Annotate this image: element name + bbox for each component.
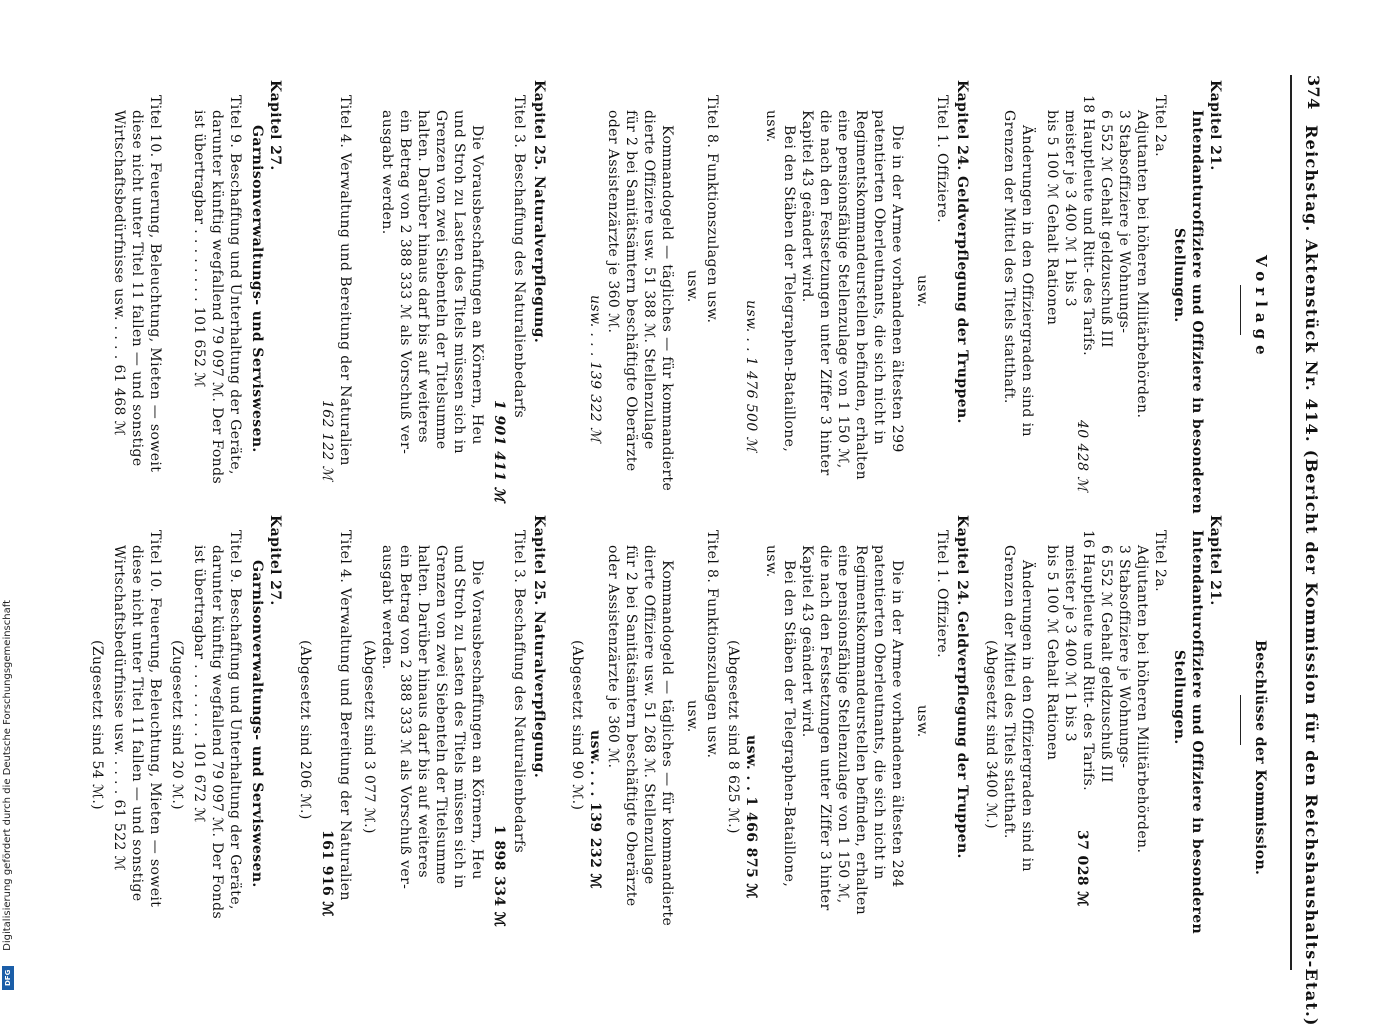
left-titel-8: Titel 8. Funktionszulagen usw. <box>704 95 720 324</box>
right-titel-8: Titel 8. Funktionszulagen usw. <box>704 530 720 759</box>
left-para-7: Bei den Stäben der Telegraphen-Bataillone, <box>781 125 797 453</box>
right-titel-8-usw: usw. <box>684 700 700 733</box>
left-aenderungen: Änderungen in den Offiziergraden sind in <box>1019 125 1035 437</box>
right-titel-9: Titel 9. Beschaffung und Unterhaltung der Geräte, <box>227 530 243 910</box>
left-titel-10: Titel 10. Feuerung, Beleuchtung, Mieten — soweit <box>147 95 163 473</box>
left-titel-8-usw: usw. <box>684 270 700 303</box>
header-rule <box>1290 75 1292 970</box>
right-kommandogeld-1: Kommandogeld — tägliches — für kommandierte <box>659 560 675 927</box>
right-vorausbeschaffung-6: ausgabt werden. <box>379 545 395 670</box>
right-titel-2a: Titel 2a. <box>1152 530 1168 592</box>
left-para-5: die nach den Festsetzungen unter Ziffer 3 hinter <box>817 110 833 476</box>
right-abgesetzt-titel-8: (Abgesetzt sind 90 ℳ.) <box>569 640 585 811</box>
left-k21-subtitle: Intendanturoffiziere und Offiziere in besonderen <box>1189 110 1205 515</box>
left-titel-9: Titel 9. Beschaffung und Unterhaltung der Geräte, <box>227 95 243 475</box>
right-vorausbeschaffung-2: und Stroh zu Lasten des Titels müssen sich in <box>451 545 467 889</box>
left-para-2: patentierten Oberleutnants, die sich nicht in <box>871 110 887 445</box>
left-sum-titel-2a: 40 428 ℳ <box>1074 420 1090 492</box>
right-hauptleute-3: bis 5 100 ℳ Gehalt Rationen <box>1044 545 1060 761</box>
left-kommandogeld-4: oder Assistenzärzte je 360 ℳ. <box>605 110 621 334</box>
left-titel-1-usw: usw. <box>914 275 930 308</box>
left-vorausbeschaffung-4: halten. Darüber hinaus darf bis auf weiteres <box>415 110 431 443</box>
heading-divider-right <box>1240 695 1241 745</box>
right-para-7: Bei den Stäben der Telegraphen-Bataillone, <box>781 560 797 888</box>
right-k27-subtitle: Garnisonverwaltungs- und Serviswesen. <box>249 560 265 888</box>
dfg-logo: DFG <box>2 966 14 990</box>
right-vorausbeschaffung-3: Grenzen von zwei Siebenteln der Titelsumme <box>433 545 449 885</box>
digitization-credit: Digitalisierung gefördert durch die Deutsche Forschungsgemeinschaft <box>2 600 13 951</box>
left-kommandogeld-2: dierte Offiziere usw. 51 388 ℳ. Stellenzulage <box>641 110 657 450</box>
right-kapitel-24: Kapitel 24. Geldverpflegung der Truppen. <box>954 515 970 859</box>
right-k21-subtitle: Intendanturoffiziere und Offiziere in besonderen <box>1189 530 1205 935</box>
heading-divider-left <box>1240 285 1241 335</box>
right-para-1: Die in der Armee vorhandenen ältesten 284 <box>889 560 905 888</box>
right-kapitel-27: Kapitel 27. <box>267 515 283 606</box>
right-sum-titel-3: 1 898 334 ℳ <box>491 825 507 928</box>
right-aenderungen-2: Grenzen der Mittel des Titels statthaft. <box>1001 545 1017 839</box>
right-zugesetzt-titel-10: (Zugesetzt sind 54 ℳ.) <box>89 640 105 811</box>
right-vorausbeschaffung-4: halten. Darüber hinaus darf bis auf weiteres <box>415 545 431 878</box>
right-sum-titel-4: 161 916 ℳ <box>319 830 335 917</box>
right-titel-1: Titel 1. Offiziere. <box>934 530 950 658</box>
right-titel-10-b: diese nicht unter Titel 11 fallen — und sonstige <box>129 545 145 902</box>
left-titel-9-c: ist übertragbar . . . . . . . . 101 652 ℳ <box>191 110 207 388</box>
left-para-6: Kapitel 43 geändert wird. <box>799 110 815 303</box>
right-para-8: usw. <box>763 545 779 578</box>
right-aenderungen: Änderungen in den Offiziergraden sind in <box>1019 560 1035 872</box>
left-sum-titel-4: 162 122 ℳ <box>319 400 335 481</box>
left-titel-9-b: darunter künftig wegfallend 79 097 ℳ. Der Fonds <box>209 110 225 485</box>
page-title: Reichstag. Aktenstück Nr. 414. (Bericht der Kommission für den Reichshaushalts-Etat.) <box>1302 125 1321 1027</box>
right-abgesetzt-titel-1: (Abgesetzt sind 8 625 ℳ.) <box>725 640 741 834</box>
right-titel-9-b: darunter künftig wegfallend 79 097 ℳ. Der Fonds <box>209 545 225 920</box>
right-titel-10-c: Wirtschaftsbedürfnisse usw. . . . . 61 522 ℳ <box>111 545 127 872</box>
right-para-2: patentierten Oberleutnants, die sich nicht in <box>871 545 887 880</box>
left-titel-2a: Titel 2a. <box>1152 95 1168 157</box>
left-para-1: Die in der Armee vorhandenen ältesten 299 <box>889 125 905 453</box>
right-kapitel-21: Kapitel 21. <box>1207 515 1223 606</box>
right-vorausbeschaffung-5: ein Betrag von 2 388 333 ℳ als Vorschuß ver- <box>397 545 413 890</box>
left-sum-titel-1: usw. . . 1 476 500 ℳ <box>743 300 759 452</box>
right-abgesetzt-titel-4: (Abgesetzt sind 206 ℳ.) <box>297 640 313 820</box>
left-hauptleute-2: meister je 3 400 ℳ 1 bis 3 <box>1062 110 1078 308</box>
right-kapitel-25: Kapitel 25. Naturalverpflegung. <box>531 515 547 779</box>
left-titel-10-c: Wirtschaftsbedürfnisse usw. . . . . 61 468 ℳ <box>111 110 127 437</box>
left-titel-3: Titel 3. Beschaffung des Naturalienbedarfs <box>511 95 527 419</box>
left-para-3: Regimentskommandeurstellen befinden, erhalten <box>853 110 869 481</box>
right-titel-1-usw: usw. <box>914 705 930 738</box>
left-stabsoffiziere: 3 Stabsoffiziere je Wohnungs- <box>1116 110 1132 334</box>
right-para-6: Kapitel 43 geändert wird. <box>799 545 815 738</box>
right-titel-4: Titel 4. Verwaltung und Bereitung der Naturalien <box>337 530 353 901</box>
left-para-8: usw. <box>763 110 779 143</box>
right-stabsoffiziere: 3 Stabsoffiziere je Wohnungs- <box>1116 545 1132 769</box>
left-stabsoffiziere-2: 6 552 ℳ Gehalt geldzuschuß III <box>1098 110 1114 348</box>
right-para-3: Regimentskommandeurstellen befinden, erhalten <box>853 545 869 916</box>
right-hauptleute: 16 Hauptleute und Ritt- des Tarifs. <box>1080 530 1096 791</box>
right-abgesetzt-titel-3: (Abgesetzt sind 3 077 ℳ.) <box>361 640 377 834</box>
left-titel-4: Titel 4. Verwaltung und Bereitung der Naturalien <box>337 95 353 466</box>
right-titel-3: Titel 3. Beschaffung des Naturalienbedarfs <box>511 530 527 854</box>
right-kommandogeld-3: für 2 bei Sanitätsämtern beschäftigte Oberärzte <box>623 545 639 907</box>
right-sum-titel-1: usw. . . 1 466 875 ℳ <box>743 735 759 899</box>
left-aenderungen-2: Grenzen der Mittel des Titels statthaft. <box>1001 110 1017 404</box>
right-stabsoffiziere-2: 6 552 ℳ Gehalt geldzuschuß III <box>1098 545 1114 783</box>
left-kommandogeld-1: Kommandogeld — tägliches — für kommandierte <box>659 125 675 492</box>
right-sum-titel-2a: 37 028 ℳ <box>1074 830 1090 907</box>
right-para-5: die nach den Festsetzungen unter Ziffer 3 hinter <box>817 545 833 911</box>
right-para-4: eine pensionsfähige Stellenzulage von 1 150 ℳ, <box>835 545 851 904</box>
left-titel-1: Titel 1. Offiziere. <box>934 95 950 223</box>
left-hauptleute-3: bis 5 100 ℳ Gehalt Rationen <box>1044 110 1060 326</box>
right-kommandogeld-2: dierte Offiziere usw. 51 268 ℳ. Stellenzulage <box>641 545 657 885</box>
left-vorausbeschaffung-2: und Stroh zu Lasten des Titels müssen sich in <box>451 110 467 454</box>
right-abgesetzt-2a: (Abgesetzt sind 3400 ℳ.) <box>983 640 999 829</box>
left-column-heading: Vorlage <box>1252 255 1270 361</box>
left-kapitel-21: Kapitel 21. <box>1207 80 1223 171</box>
right-hauptleute-2: meister je 3 400 ℳ 1 bis 3 <box>1062 545 1078 743</box>
right-k21-subtitle-2: Stellungen. <box>1171 650 1187 745</box>
left-kommandogeld-3: für 2 bei Sanitätsämtern beschäftigte Oberärzte <box>623 110 639 472</box>
page-number: 374 <box>1304 75 1323 110</box>
right-kommandogeld-4: oder Assistenzärzte je 360 ℳ. <box>605 545 621 769</box>
right-vorausbeschaffung-1: Die Vorausbeschaffungen an Körnern, Heu <box>469 560 485 880</box>
left-sum-titel-8: usw. . . . 139 322 ℳ <box>587 295 603 443</box>
left-vorausbeschaffung-3: Grenzen von zwei Siebenteln der Titelsumme <box>433 110 449 450</box>
right-titel-9-c: ist übertragbar . . . . . . . . 101 672 ℳ <box>191 545 207 823</box>
right-column-heading: Beschlüsse der Kommission. <box>1252 640 1268 876</box>
left-vorausbeschaffung-5: ein Betrag von 2 388 333 ℳ als Vorschuß ver- <box>397 110 413 455</box>
left-k21-subtitle-2: Stellungen. <box>1171 228 1187 323</box>
left-titel-10-b: diese nicht unter Titel 11 fallen — und sonstige <box>129 110 145 467</box>
left-kapitel-25: Kapitel 25. Naturalverpflegung. <box>531 80 547 344</box>
left-hauptleute: 18 Hauptleute und Ritt- des Tarifs. <box>1080 95 1096 356</box>
right-sum-titel-8: usw. . . . 139 232 ℳ <box>587 730 603 889</box>
left-k27-subtitle: Garnisonverwaltungs- und Serviswesen. <box>249 125 265 453</box>
right-zugesetzt-titel-9: (Zugesetzt sind 20 ℳ.) <box>169 640 185 811</box>
left-para-4: eine pensionsfähige Stellenzulage von 1 150 ℳ, <box>835 110 851 469</box>
right-titel-10: Titel 10. Feuerung, Beleuchtung, Mieten — soweit <box>147 530 163 908</box>
left-vorausbeschaffung-1: Die Vorausbeschaffungen an Körnern, Heu <box>469 125 485 445</box>
left-vorausbeschaffung-6: ausgabt werden. <box>379 110 395 235</box>
left-kapitel-27: Kapitel 27. <box>267 80 283 171</box>
left-sum-titel-3: 1 901 411 ℳ <box>491 400 507 503</box>
left-kapitel-24: Kapitel 24. Geldverpflegung der Truppen. <box>954 80 970 424</box>
left-adjutanten: Adjutanten bei höheren Militärbehörden. <box>1134 110 1150 419</box>
right-adjutanten: Adjutanten bei höheren Militärbehörden. <box>1134 545 1150 854</box>
